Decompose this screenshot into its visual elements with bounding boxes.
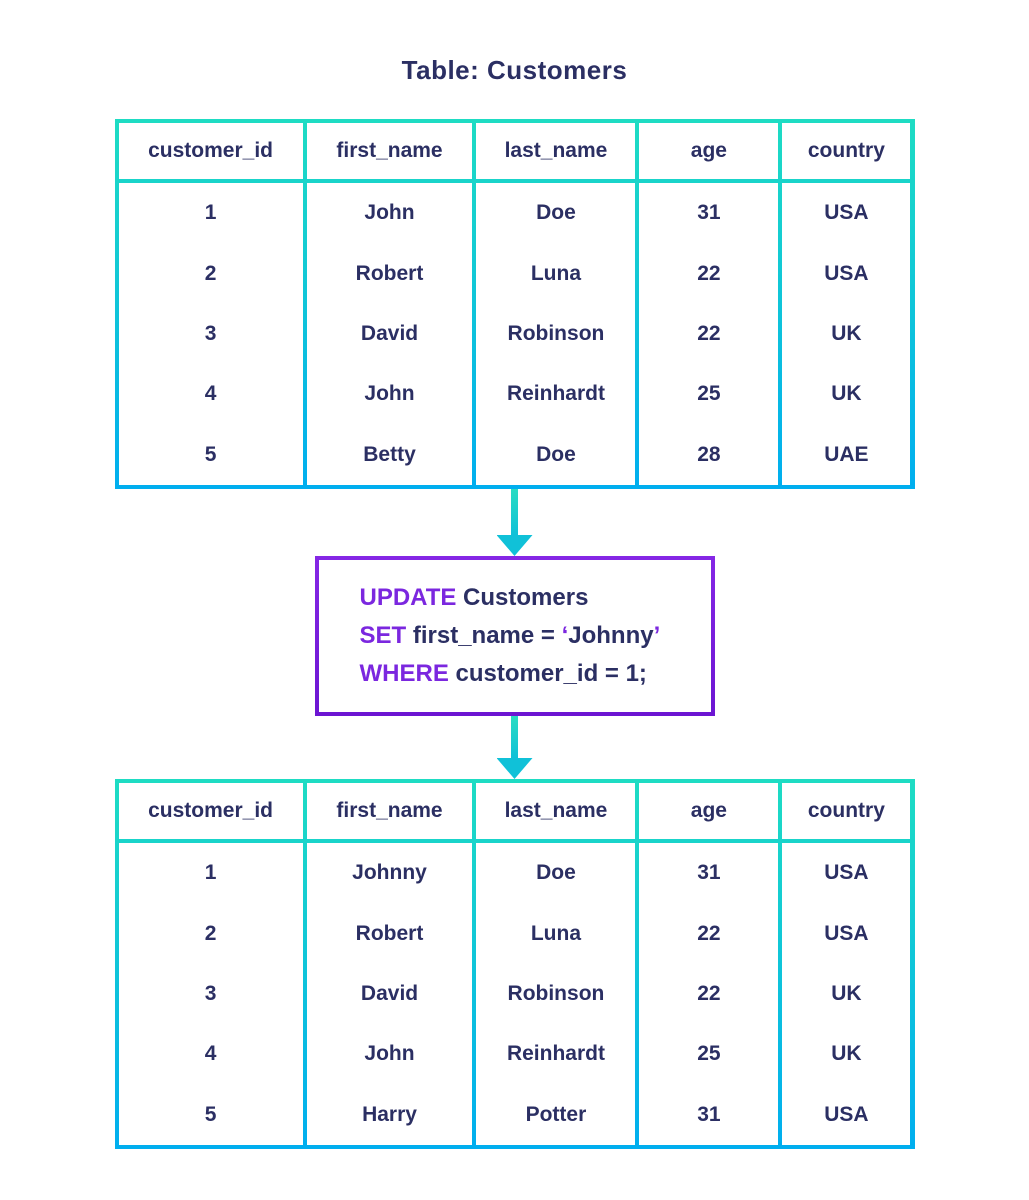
table-cell-value: UAE (824, 442, 869, 466)
table-cell-value: David (360, 321, 419, 345)
table-cell-value: 28 (697, 442, 721, 466)
table-cell-value: Betty (363, 442, 416, 466)
table-cell-value: 25 (697, 382, 721, 406)
table-cell-value: Doe (536, 861, 576, 885)
table-cell-value: 1 (204, 201, 217, 225)
table-after-head (119, 783, 911, 839)
sql-keyword: UPDATE (359, 584, 457, 611)
table-column (119, 183, 303, 485)
table-cell-value: 3 (204, 321, 217, 345)
column-header: first_name (307, 123, 473, 179)
table-cell-value: UK (831, 981, 862, 1005)
table-cell-value: 5 (204, 442, 217, 466)
table-cell-value: 1 (204, 861, 217, 885)
table-cell-value: 4 (204, 1042, 217, 1066)
table-cell-value: John (364, 1042, 415, 1066)
table-cell-value: 22 (697, 921, 721, 945)
table-column (307, 843, 473, 1145)
table-cell-value: Luna (530, 261, 582, 285)
table-cell-value: 2 (204, 261, 217, 285)
arrow-down-1 (497, 489, 533, 556)
table-cell-value: 22 (697, 981, 721, 1005)
column-header: last_name (476, 123, 635, 179)
sql-code (319, 560, 711, 712)
sql-keyword: ‘ (561, 622, 569, 649)
table-cell-value: Robinson (507, 321, 605, 345)
column-header: age (639, 123, 778, 179)
column-header: first_name (307, 783, 473, 839)
table-cell-value: 22 (697, 261, 721, 285)
table-after (115, 779, 915, 1149)
table-cell-value: 25 (697, 1042, 721, 1066)
sql-keyword: WHERE (359, 660, 449, 687)
arrow-head-icon (497, 758, 533, 779)
table-cell-value: 5 (204, 1102, 217, 1126)
table-before-head (119, 123, 911, 179)
table-cell-value: 31 (697, 1102, 721, 1126)
table-cell-value: Reinhardt (506, 382, 605, 406)
column-header: country (782, 123, 910, 179)
table-cell-value: Reinhardt (506, 1042, 605, 1066)
table-cell-value: Robert (355, 921, 424, 945)
table-cell-value: 31 (697, 201, 721, 225)
table-cell-value: USA (824, 1102, 869, 1126)
table-cell-value: 4 (204, 382, 217, 406)
table-cell-value: UK (831, 1042, 862, 1066)
table-cell-value: USA (824, 201, 869, 225)
table-cell-value: Robinson (507, 981, 605, 1005)
arrow-down-2 (497, 716, 533, 779)
table-before (115, 119, 915, 489)
arrow-shaft (511, 716, 518, 758)
table-cell-value: UK (831, 382, 862, 406)
table-cell-value: Luna (530, 921, 582, 945)
table-cell-value: USA (824, 921, 869, 945)
table-column (639, 183, 778, 485)
table-column (476, 843, 635, 1145)
table-before-body (119, 183, 911, 485)
table-column (119, 843, 303, 1145)
sql-line (360, 655, 711, 693)
column-header: age (639, 783, 778, 839)
column-header: customer_id (119, 783, 303, 839)
table-cell-value: Johnny (352, 861, 427, 885)
table-cell-value: Doe (536, 201, 576, 225)
table-cell-value: 2 (204, 921, 217, 945)
table-cell-value: 3 (204, 981, 217, 1005)
table-cell-value: 22 (697, 321, 721, 345)
table-cell-value: USA (824, 861, 869, 885)
table-cell-value: Harry (362, 1102, 417, 1126)
table-cell-value: 31 (697, 861, 721, 885)
column-header: country (782, 783, 910, 839)
table-column (307, 183, 473, 485)
column-header: customer_id (119, 123, 303, 179)
diagram-title: Table: Customers (401, 55, 628, 85)
column-header: last_name (476, 783, 635, 839)
sql-line (360, 579, 711, 617)
arrow-shaft (511, 489, 518, 535)
sql-keyword: ’ (653, 622, 661, 649)
arrow-head-icon (497, 535, 533, 556)
table-cell-value: John (364, 201, 415, 225)
sql-line (360, 617, 711, 655)
table-column (476, 183, 635, 485)
sql-text: customer_id = 1; (448, 660, 647, 687)
table-cell-value: Doe (536, 442, 576, 466)
table-cell-value: USA (824, 261, 869, 285)
table-column (782, 843, 910, 1145)
table-column (639, 843, 778, 1145)
table-cell-value: John (364, 382, 415, 406)
sql-text: Customers (456, 584, 589, 611)
table-column (782, 183, 910, 485)
table-cell-value: David (360, 981, 419, 1005)
table-cell-value: UK (831, 321, 862, 345)
sql-text: Johnny (568, 622, 654, 649)
table-after-body (119, 843, 911, 1145)
sql-keyword: SET (359, 622, 407, 649)
table-cell-value: Robert (355, 261, 424, 285)
sql-text: first_name = (406, 622, 562, 649)
table-cell-value: Potter (525, 1102, 587, 1126)
sql-statement-box (315, 556, 715, 716)
